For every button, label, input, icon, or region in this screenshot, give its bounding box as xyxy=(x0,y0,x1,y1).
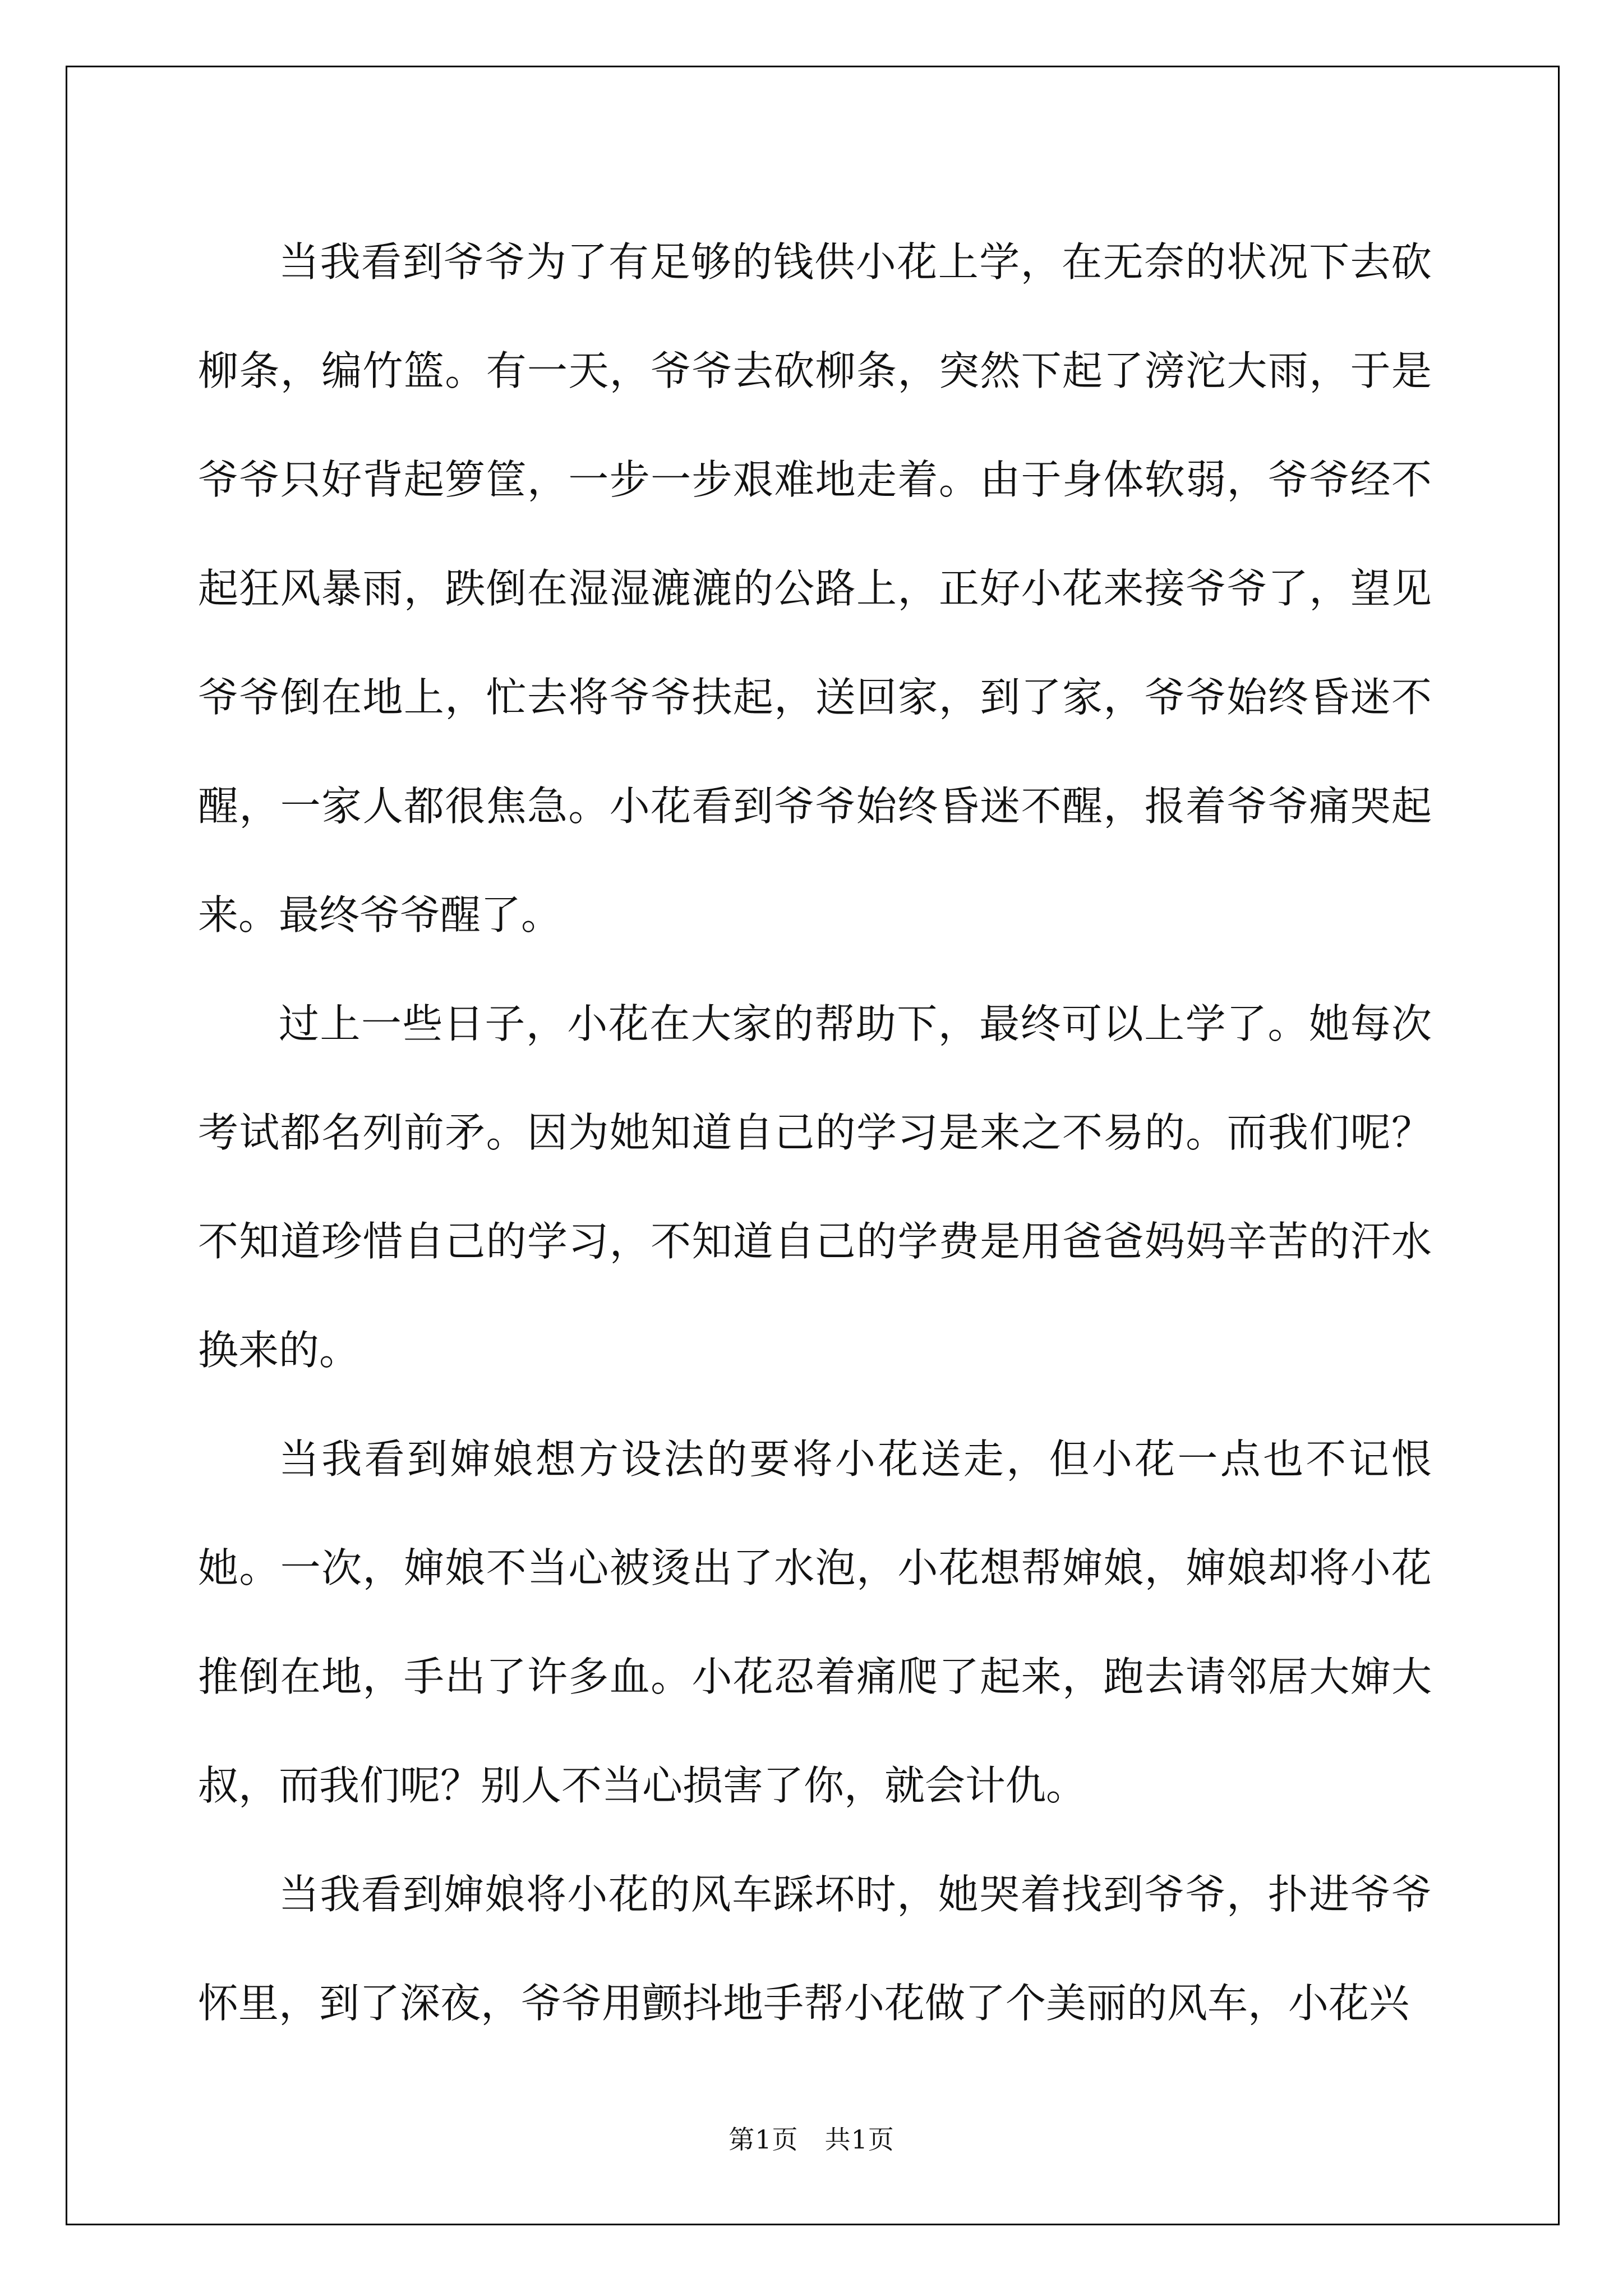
paragraph-4: 当我看到婶娘将小花的风车踩坏时，她哭着找到爷爷，扑进爷爷怀里，到了深夜，爷爷用颤抖地手帮小花做了个美丽的风车，小花兴 xyxy=(198,1871,1432,2027)
document-body xyxy=(198,208,1432,2058)
paragraph-2: 过上一些日子，小花在大家的帮助下，最终可以上学了。她每次考试都名列前矛。因为她知道自己的学习是来之不易的。而我们呢？不知道珍惜自己的学习，不知道自己的学费是用爸爸妈妈辛苦的汗水换来的。 xyxy=(198,1000,1432,1374)
paragraph-3: 当我看到婶娘想方设法的要将小花送走，但小花一点也不记恨她。一次，婶娘不当心被烫出了水泡，小花想帮婶娘，婶娘却将小花推倒在地，手出了许多血。小花忍着痛爬了起来，跑去请邻居大婶大叔，而我们呢？别人不当心损害了你，就会计仇。 xyxy=(198,1435,1432,1809)
page-number-footer: 第1页 共1页 xyxy=(728,2124,895,2155)
paragraph-1: 当我看到爷爷为了有足够的钱供小花上学，在无奈的状况下去砍柳条，编竹篮。有一天，爷爷去砍柳条，突然下起了滂沱大雨，于是爷爷只好背起箩筐，一步一步艰难地走着。由于身体软弱，爷爷经不起狂风暴雨，跌倒在湿湿漉漉的公路上，正好小花来接爷爷了，望见爷爷倒在地上，忙去将爷爷扶起，送回家，到了家，爷爷始终昏迷不醒，一家人都很焦急。小花看到爷爷始终昏迷不醒，报着爷爷痛哭起来。最终爷爷醒了。 xyxy=(198,238,1432,938)
